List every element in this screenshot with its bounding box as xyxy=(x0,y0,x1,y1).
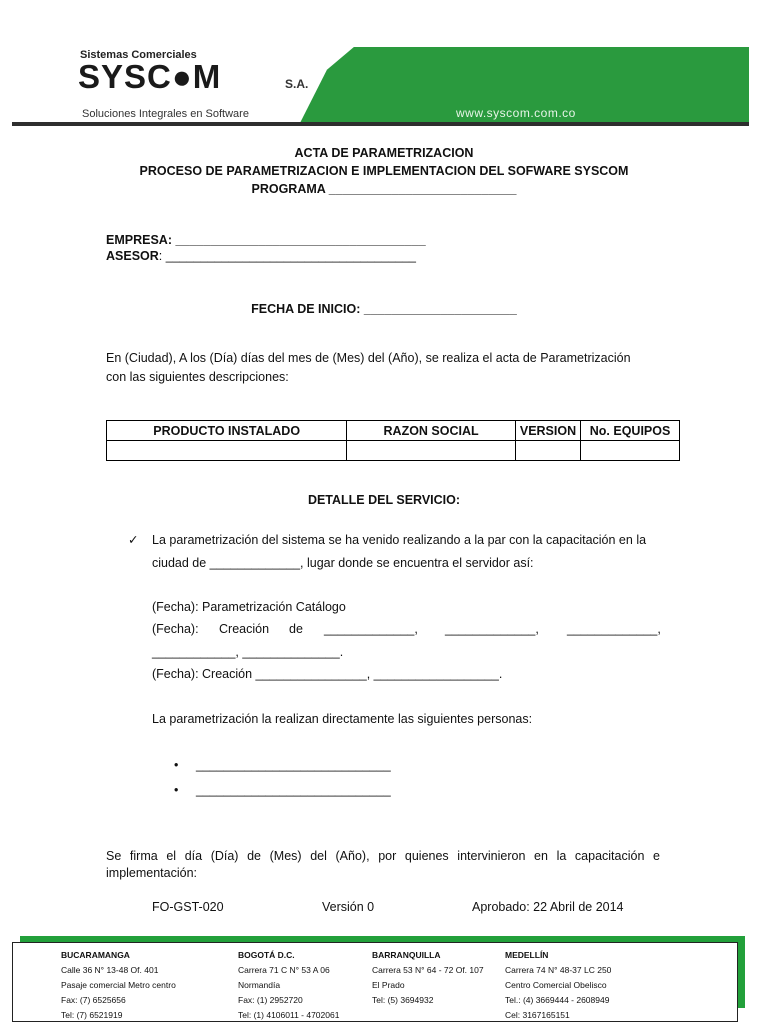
firma-line-1: Se firma el día (Día) de (Mes) del (Año), por quienes intervinieron en la capacitación e xyxy=(106,849,660,863)
col-producto: PRODUCTO INSTALADO xyxy=(107,421,347,441)
table-header-row xyxy=(107,421,680,441)
footer-city: BOGOTÁ D.C. xyxy=(238,950,295,960)
asesor-label: ASESOR xyxy=(106,249,159,263)
footer-city: BARRANQUILLA xyxy=(372,950,441,960)
table-cell xyxy=(347,441,516,461)
footer-address-2: Normandía xyxy=(238,980,281,990)
brand-tagline-top: Sistemas Comerciales xyxy=(80,49,197,61)
footer-phone: Tel.: (4) 3669444 - 2608949 xyxy=(505,995,610,1005)
brand-logo-text: SYSC●M xyxy=(78,58,222,95)
fecha-catalogo: (Fecha): Parametrización Catálogo xyxy=(152,600,346,614)
intro-line-2: con las siguientes descripciones: xyxy=(106,370,289,384)
detalle-p1-line-1: La parametrización del sistema se ha venido realizando a la par con la capacitación en la xyxy=(152,533,647,547)
check-icon: ✓ xyxy=(128,533,139,547)
fecha-creacion-b: Creación xyxy=(219,622,270,636)
intro-line-1: En (Ciudad), A los (Día) días del mes de (Mes) del (Año), se realiza el acta de Parametrización xyxy=(106,351,631,365)
footer-phone: Fax: (7) 6525656 xyxy=(61,995,126,1005)
header-divider xyxy=(12,122,749,126)
doc-subtitle: PROCESO DE PARAMETRIZACION E IMPLEMENTACION DEL SOFWARE SYSCOM xyxy=(139,164,629,178)
footer-address-2: Pasaje comercial Metro centro xyxy=(61,980,176,990)
col-razon-social: RAZON SOCIAL xyxy=(347,421,516,441)
footer-address: Carrera 71 C N° 53 A 06 xyxy=(238,965,330,975)
footer-office-barranquilla xyxy=(372,948,484,1008)
footer-phone-2: Tel: (1) 4106011 - 4702061 xyxy=(238,1010,340,1020)
empresa-field: EMPRESA: ____________________________________ xyxy=(106,233,426,247)
table-cell xyxy=(515,441,580,461)
asesor-line: : ____________________________________ xyxy=(158,249,417,263)
product-table xyxy=(106,420,680,461)
brand-url: www.syscom.com.co xyxy=(456,106,576,120)
footer-phone: Tel: (5) 3694932 xyxy=(372,995,434,1005)
doc-title: ACTA DE PARAMETRIZACION xyxy=(294,146,474,160)
person-line-2: ____________________________ xyxy=(196,783,391,797)
footer-address-2: Centro Comercial Obelisco xyxy=(505,980,607,990)
doc-approved: Aprobado: 22 Abril de 2014 xyxy=(472,900,624,914)
footer-city: BUCARAMANGA xyxy=(61,950,130,960)
detalle-title: DETALLE DEL SERVICIO: xyxy=(307,493,461,507)
footer-phone: Fax: (1) 2952720 xyxy=(238,995,303,1005)
brand-subtitle: Soluciones Integrales en Software xyxy=(82,108,249,120)
table-cell xyxy=(581,441,680,461)
fecha-creacion-blank-3: _____________, xyxy=(567,622,661,636)
fecha-creacion-c: de xyxy=(289,622,303,636)
footer-office-bogota xyxy=(238,948,339,1023)
col-equipos: No. EQUIPOS xyxy=(581,421,680,441)
footer-phone-2: Cel: 3167165151 xyxy=(505,1010,570,1020)
personas-text: La parametrización la realizan directamente las siguientes personas: xyxy=(152,712,533,726)
footer-address: Carrera 74 N° 48-37 LC 250 xyxy=(505,965,612,975)
footer-address-2: El Prado xyxy=(372,980,405,990)
fecha-creacion-blank-1: _____________, xyxy=(324,622,418,636)
table-row xyxy=(107,441,680,461)
person-line-1: ____________________________ xyxy=(196,758,391,772)
doc-code: FO-GST-020 xyxy=(152,900,224,914)
footer-office-bucaramanga xyxy=(61,948,176,1023)
programa-field: PROGRAMA ___________________________ xyxy=(251,182,517,196)
col-version: VERSION xyxy=(515,421,580,441)
fecha-creacion-blank-2: _____________, xyxy=(445,622,539,636)
asesor-field xyxy=(106,249,416,263)
footer-office-medellin xyxy=(505,948,611,1023)
firma-line-2: implementación: xyxy=(106,866,198,880)
fecha-inicio-field: FECHA DE INICIO: ______________________ xyxy=(251,302,517,316)
footer-phone-2: Tel: (7) 6521919 xyxy=(61,1010,123,1020)
fecha-creacion-a: (Fecha): xyxy=(152,622,199,636)
doc-version: Versión 0 xyxy=(322,900,375,914)
bullet-icon: • xyxy=(174,783,179,797)
footer-address: Calle 36 N° 13-48 Of. 401 xyxy=(61,965,159,975)
brand-sa: S.A. xyxy=(285,77,309,91)
footer-address: Carrera 53 N° 64 - 72 Of. 107 xyxy=(372,965,484,975)
fecha-creacion-cont: ____________, ______________. xyxy=(152,645,344,659)
bullet-icon: • xyxy=(174,758,179,772)
table-cell xyxy=(107,441,347,461)
detalle-p1-line-2: ciudad de _____________, lugar donde se encuentra el servidor así: xyxy=(152,556,534,570)
fecha-creacion-2: (Fecha): Creación ________________, __________________. xyxy=(152,667,503,681)
footer-city: MEDELLÍN xyxy=(505,950,549,960)
